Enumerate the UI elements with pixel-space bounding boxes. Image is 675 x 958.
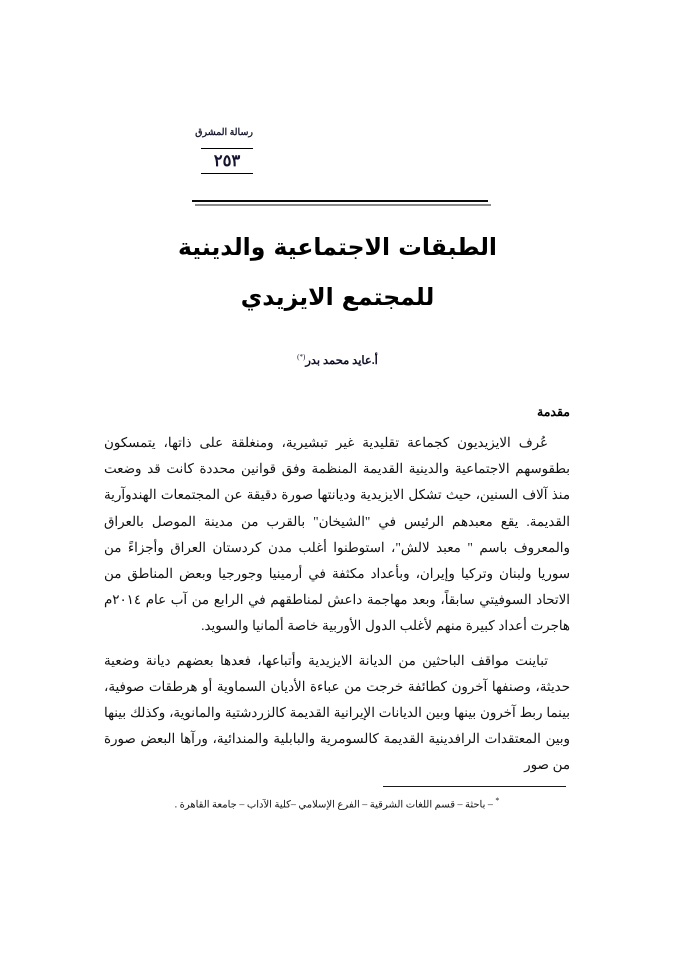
author-footnote-marker: (*) [297, 353, 306, 362]
title-line-2: للمجتمع الايزيدي [240, 282, 435, 311]
section-heading-introduction: مقدمة [537, 405, 570, 419]
title-line-1: الطبقات الاجتماعية والدينية [178, 233, 497, 261]
folio-box [201, 148, 253, 173]
footnote [104, 795, 570, 812]
title-divider-rule [192, 200, 488, 202]
body-paragraph: عُرف الايزيديون كجماعة تقليدية غير تبشيرية، ومنغلقة على ذاتها، يتمسكون بطقوسهم الاجتماعية والدينية القديمة المنظمة وفق قوانين محددة كانت قد وضعت منذ آلاف السنين، حيث تشكل الايزيدية وديانتها صورة دقيقة عن المجتمعات الهندوآرية القديمة. يقع معبدهم الرئيس في "الشيخان" بالقرب من مدينة الموصل بالعراق والمعروف باسم " معبد لالش"، استوطنوا أغلب مدن كردستان العراق وأجزاءً من سوريا ولبنان وتركيا وإيران، وبأعداد مكثفة في أرمينيا وجورجيا وبعض المناطق من الاتحاد السوفيتي سابقاً، وبعد مهاجمة داعش لمناطقهم في الرابع من آب عام ٢٠١٤م هاجرت أعداد كبيرة منهم لأغلب الدول الأوربية خاصة ألمانيا والسويد. [104, 435, 570, 634]
author-name: أ.عايد محمد بدر [305, 355, 378, 367]
footnote-separator [383, 786, 566, 787]
author-byline [0, 353, 675, 367]
footnote-marker: * [495, 796, 500, 805]
journal-title: رسالة المشرق [195, 128, 253, 138]
page-title [0, 233, 675, 311]
footnote-text: – باحثة – قسم اللغات الشرقية – الفرع الإسلامي –كلية الآداب – جامعة القاهرة . [174, 799, 493, 811]
body-text-column [104, 430, 570, 779]
body-paragraph: تباينت مواقف الباحثين من الديانة الايزيدية وأتباعها، فعدها بعضهم ديانة وضعية حديثة، وصنفها آخرون كطائفة خرجت من عباءة الأديان السماوية أو هرطقات صوفية، بينما ربط آخرون بينها وبين الديانات الإيرانية القديمة كالزردشتية والمانوية، وكذلك بينها وبين المعتقدات الرافدينية القديمة كالسومرية والبابلية والمندائية، ورآها البعض صورة من صور [104, 652, 570, 773]
running-header [113, 128, 253, 174]
page-number: ٢٥٣ [213, 151, 241, 171]
